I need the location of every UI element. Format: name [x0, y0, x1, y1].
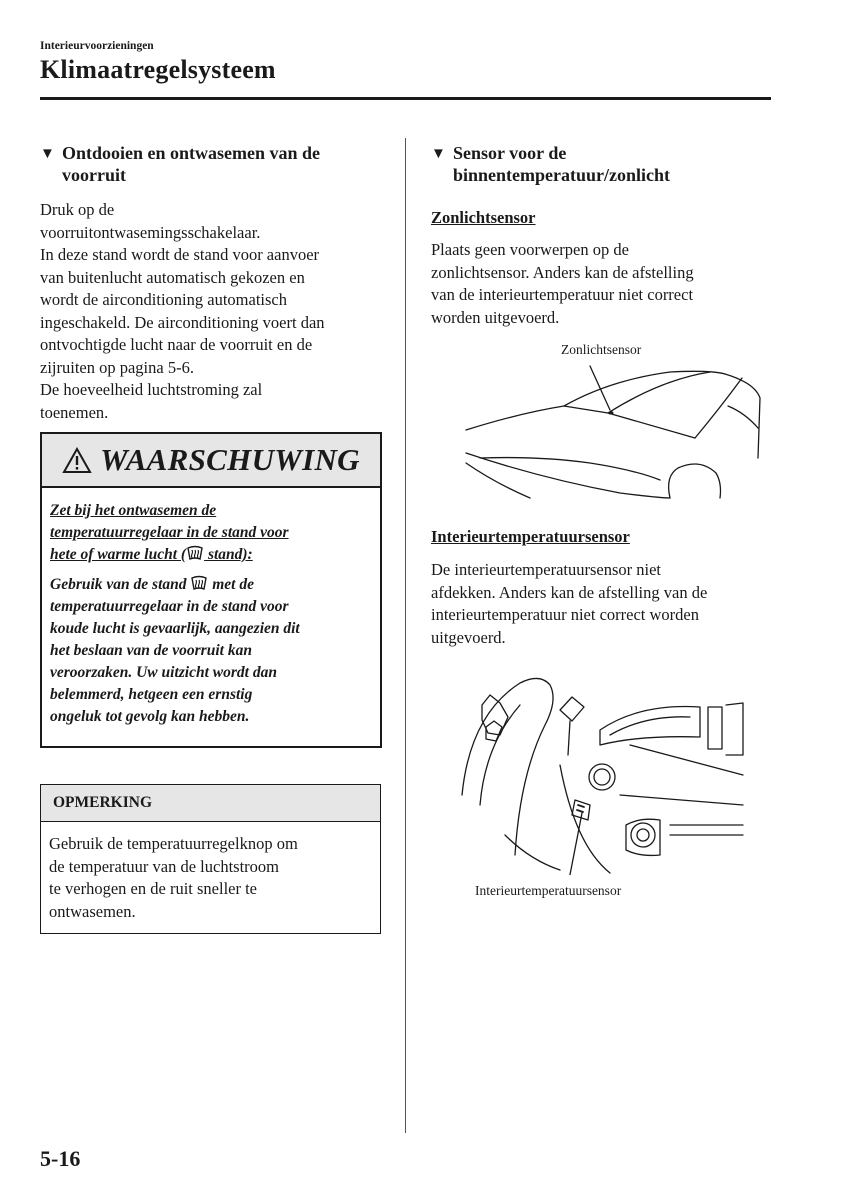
note-line: Gebruik de temperatuurregelknop om — [49, 834, 298, 853]
defrost-text-line: De hoeveelheid luchtstroming zal — [40, 380, 263, 399]
warning-text-line: temperatuurregelaar in de stand voor — [50, 598, 289, 615]
warning-header — [42, 434, 380, 488]
defrost-text-line: Druk op de — [40, 200, 115, 219]
windshield-defrost-icon — [186, 545, 204, 561]
defrost-text-line: ontvochtigde lucht naar de voorruit en de — [40, 335, 313, 354]
dashboard-sensor-illustration — [460, 655, 745, 875]
interior-sensor-line: De interieurtemperatuursensor niet — [431, 560, 661, 579]
right-column — [431, 142, 771, 329]
sun-sensor-line: zonlichtsensor. Anders kan de afstelling — [431, 262, 694, 282]
left-column — [40, 142, 382, 424]
defrost-text-line: van buitenlucht automatisch gekozen en — [40, 267, 305, 287]
interior-sensor-text — [431, 559, 771, 649]
warning-text-line: met de — [208, 576, 254, 593]
warning-text-line: Gebruik van de stand — [50, 576, 191, 593]
defrost-text-line: voorruitontwasemingsschakelaar. — [40, 222, 261, 242]
interior-sensor-line: interieurtemperatuur niet correct worden — [431, 605, 699, 624]
page-number: 5-16 — [40, 1146, 81, 1171]
windshield-defrost-icon — [190, 575, 208, 591]
warning-body — [42, 488, 380, 728]
defrost-text-line: In deze stand wordt de stand voor aanvoer — [40, 245, 320, 264]
defrost-text-line: wordt de airconditioning automatisch — [40, 290, 287, 309]
interior-sensor-line: afdekken. Anders kan de afstelling van de — [431, 582, 708, 602]
note-line: de temperatuur van de luchtstroom — [49, 856, 280, 876]
warning-text-line: veroorzaken. Uw uitzicht wordt dan — [50, 664, 277, 681]
defrost-text-line: toenemen. — [40, 402, 109, 422]
warning-lead — [50, 500, 372, 566]
note-box — [40, 784, 381, 934]
warning-text-line: koude lucht is gevaarlijk, aangezien dit — [50, 620, 300, 637]
sensor-heading-line2: binnentemperatuur/zonlicht — [453, 165, 671, 185]
defrost-text — [40, 199, 382, 424]
note-line: ontwasemen. — [49, 901, 136, 921]
warning-lead-line: hete of warme lucht ( — [50, 546, 187, 563]
note-title: OPMERKING — [41, 785, 380, 822]
car-windshield-illustration — [460, 358, 765, 508]
page-title: Klimaatregelsysteem — [40, 55, 276, 84]
warning-text-line: ongeluk tot gevolg kan hebben. — [50, 708, 250, 725]
warning-lead-line: Zet bij het ontwasemen de — [50, 502, 217, 519]
defrost-heading — [40, 142, 382, 186]
sun-sensor-line: worden uitgevoerd. — [431, 307, 560, 327]
sun-sensor-line: Plaats geen voorwerpen op de — [431, 240, 629, 259]
note-body — [41, 822, 380, 923]
warning-triangle-icon — [62, 447, 92, 474]
warning-box — [40, 432, 382, 748]
warning-text-line: belemmerd, hetgeen een ernstig — [50, 686, 253, 703]
triangle-bullet-icon: ▼ — [40, 146, 55, 162]
sun-sensor-text — [431, 239, 771, 329]
sensor-heading — [431, 142, 771, 186]
triangle-bullet-icon: ▼ — [431, 146, 446, 162]
warning-text — [50, 574, 372, 728]
section-label: Interieurvoorzieningen — [40, 40, 154, 52]
warning-lead-line: stand): — [204, 546, 253, 563]
column-divider — [405, 138, 406, 1133]
note-line: te verhogen en de ruit sneller te — [49, 879, 257, 898]
warning-text-line: het beslaan van de voorruit kan — [50, 642, 252, 659]
interior-sensor-caption: Interieurtemperatuursensor — [475, 883, 622, 898]
title-rule — [40, 97, 771, 100]
defrost-heading-line2: voorruit — [62, 165, 126, 185]
sun-sensor-caption: Zonlichtsensor — [561, 342, 642, 357]
defrost-text-line: zijruiten op pagina 5-6. — [40, 357, 194, 377]
defrost-text-line: ingeschakeld. De airconditioning voert dan — [40, 312, 325, 332]
sun-sensor-subheading: Zonlichtsensor — [431, 208, 536, 227]
sensor-heading-line1: Sensor voor de — [453, 143, 567, 163]
warning-lead-line: temperatuurregelaar in de stand voor — [50, 524, 289, 541]
interior-sensor-line: uitgevoerd. — [431, 627, 506, 647]
warning-title: WAARSCHUWING — [100, 442, 360, 477]
sun-sensor-line: van de interieurtemperatuur niet correct — [431, 285, 694, 304]
interior-sensor-subheading: Interieurtemperatuursensor — [431, 527, 630, 546]
defrost-heading-line1: Ontdooien en ontwasemen van de — [62, 143, 321, 163]
